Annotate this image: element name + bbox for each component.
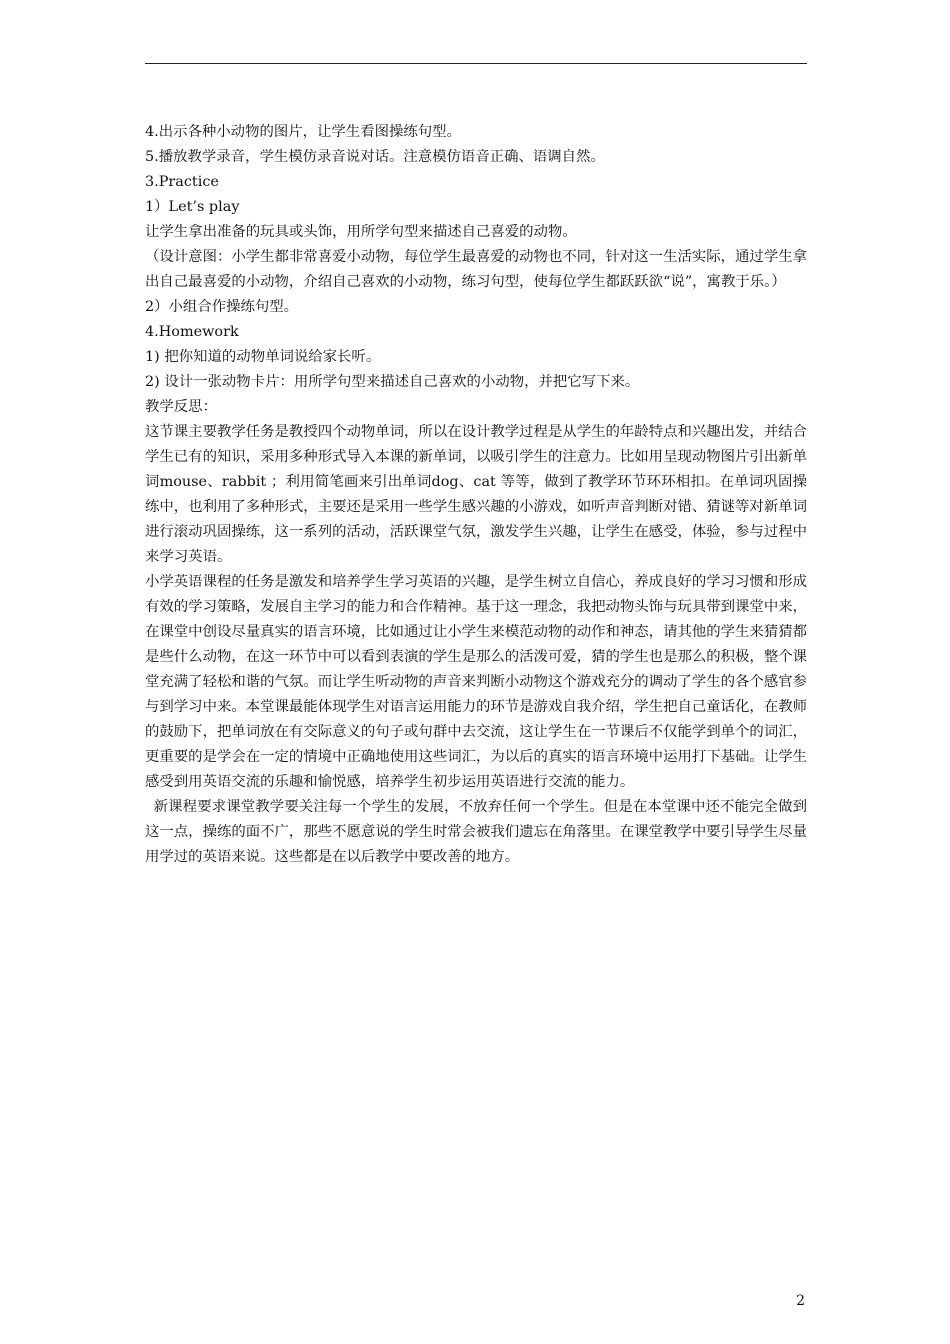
design-intent-note: （设计意图：小学生都非常喜爱小动物，每位学生最喜爱的动物也不同，针对这一生活实际，通过学生拿出自己最喜爱的小动物，介绍自己喜欢的小动物，练习句型，使每位学生都跃跃欲“说”，寓教于乐。） (145, 249, 807, 290)
header-rule (145, 63, 807, 64)
body-text (145, 120, 807, 870)
practice-instruction: 让学生拿出准备的玩具或头饰，用所学句型来描述自己喜爱的动物。 (145, 224, 577, 240)
reflection-heading: 教学反思： (145, 399, 217, 415)
reflection-paragraph-2: 小学英语课程的任务是激发和培养学生学习英语的兴趣，是学生树立自信心，养成良好的学习习惯和形成有效的学习策略，发展自主学习的能力和合作精神。基于这一理念，我把动物头饰与玩具带到课堂中来，在课堂中创设尽量真实的语言环境，比如通过让小学生来模范动物的动作和神态，请其他的学生来猜猜都是些什么动物，在这一环节中可以看到表演的学生是那么的活泼可爱，猜的学生也是那么的积极，整个课堂充满了轻松和谐的气氛。而让学生听动物的声音来判断小动物这个游戏充分的调动了学生的各个感官参与到学习中来。本堂课最能体现学生对语言运用能力的环节是游戏自我介绍，学生把自己童话化，在教师的鼓励下，把单词放在有交际意义的句子或句群中去交流，这让学生在一节课后不仅能学到单个的词汇，更重要的是学会在一定的情境中正确地使用这些词汇，为以后的真实的语言环境中运用打下基础。让学生感受到用英语交流的乐趣和愉悦感，培养学生初步运用英语进行交流的能力。 (145, 574, 807, 790)
reflection-paragraph-3: 新课程要求课堂教学要关注每一个学生的发展，不放弃任何一个学生。但是在本堂课中还不能完全做到这一点，操练的面不广，那些不愿意说的学生时常会被我们遗忘在角落里。在课堂教学中要引导学生尽量用学过的英语来说。这些都是在以后教学中要改善的地方。 (145, 799, 807, 865)
step-5-play-recording: 5.播放教学录音，学生模仿录音说对话。注意模仿语音正确、语调自然。 (145, 149, 605, 165)
homework-item-2: 2) 设计一张动物卡片：用所学句型来描述自己喜欢的小动物，并把它写下来。 (145, 374, 640, 390)
page-number: 2 (796, 1293, 805, 1309)
practice-item-group-work: 2）小组合作操练句型。 (145, 299, 299, 315)
reflection-paragraph-1: 这节课主要教学任务是教授四个动物单词，所以在设计教学过程是从学生的年龄特点和兴趣出发，并结合学生已有的知识，采用多种形式导入本课的新单词，以吸引学生的注意力。比如用呈现动物图片引出新单词mouse、rabbit ；利用简笔画来引出单词dog、cat 等等，做到了教学环节环环相扣。在单词巩固操练中，也利用了多种形式，主要还是采用一些学生感兴趣的小游戏，如听声音判断对错、猜谜等对新单词进行滚动巩固操练，这一系列的活动，活跃课堂气氛，激发学生兴趣，让学生在感受，体验，参与过程中来学习英语。 (145, 424, 807, 565)
step-4-show-pictures: 4.出示各种小动物的图片，让学生看图操练句型。 (145, 124, 461, 140)
section-practice-heading: 3.Practice (145, 174, 219, 190)
homework-item-1: 1) 把你知道的动物单词说给家长听。 (145, 349, 381, 365)
practice-item-lets-play: 1）Let’s play (145, 199, 240, 215)
section-homework-heading: 4.Homework (145, 324, 239, 340)
